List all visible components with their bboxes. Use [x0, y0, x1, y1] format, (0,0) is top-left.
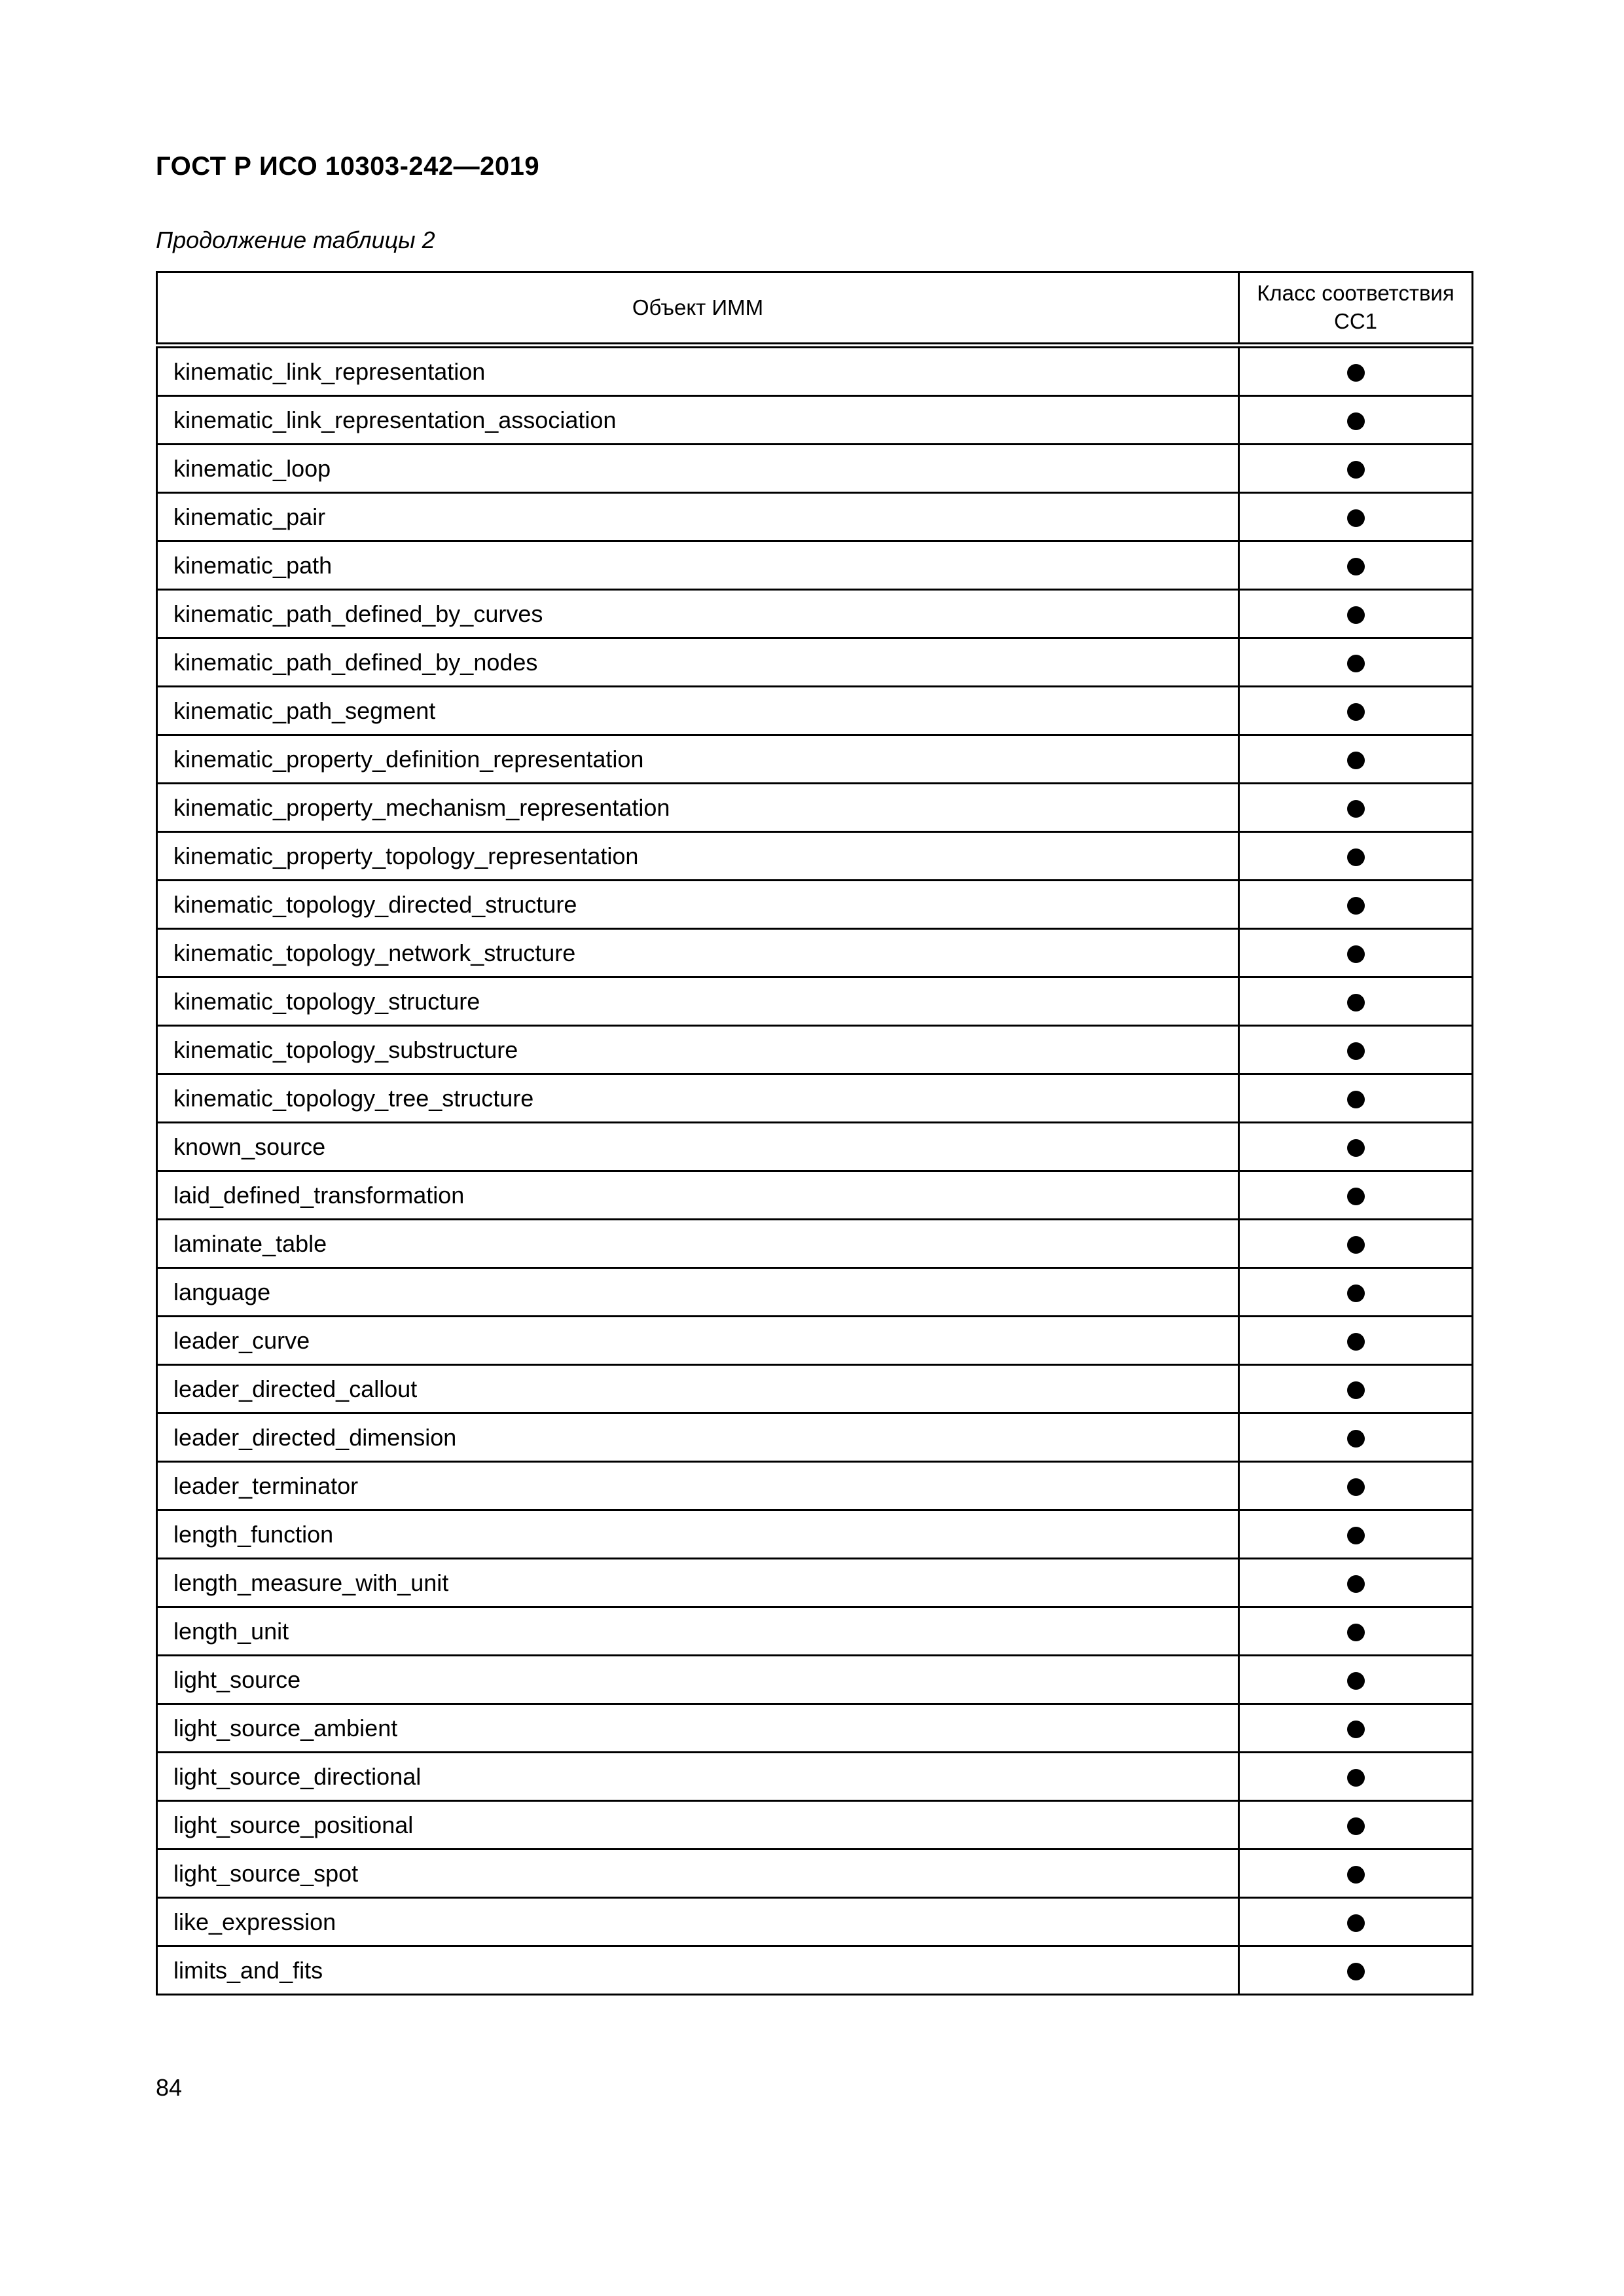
- object-name-cell: kinematic_property_definition_representation: [157, 735, 1239, 784]
- object-name-cell: length_measure_with_unit: [157, 1559, 1239, 1607]
- table-row: [157, 784, 1473, 832]
- object-name-cell: like_expression: [157, 1898, 1239, 1946]
- conformance-mark-cell: [1239, 1317, 1473, 1365]
- table-row: [157, 1656, 1473, 1704]
- column-header-object: Объект ИММ: [157, 272, 1239, 346]
- object-name-cell: laid_defined_transformation: [157, 1171, 1239, 1220]
- filled-circle-icon: [1347, 1091, 1365, 1108]
- object-name-cell: leader_directed_callout: [157, 1365, 1239, 1413]
- conformance-mark-cell: [1239, 832, 1473, 881]
- table-row: [157, 346, 1473, 396]
- conformance-mark-cell: [1239, 541, 1473, 590]
- conformance-mark-cell: [1239, 638, 1473, 687]
- filled-circle-icon: [1347, 848, 1365, 866]
- table-row: [157, 1607, 1473, 1656]
- table-row: [157, 1850, 1473, 1898]
- conformance-mark-cell: [1239, 1220, 1473, 1268]
- filled-circle-icon: [1347, 558, 1365, 575]
- filled-circle-icon: [1347, 1333, 1365, 1351]
- object-name-cell: limits_and_fits: [157, 1946, 1239, 1995]
- filled-circle-icon: [1347, 364, 1365, 382]
- table-row: [157, 832, 1473, 881]
- table-row: [157, 687, 1473, 735]
- conformance-mark-cell: [1239, 445, 1473, 493]
- object-name-cell: kinematic_topology_directed_structure: [157, 881, 1239, 929]
- object-name-cell: laminate_table: [157, 1220, 1239, 1268]
- object-name-cell: light_source: [157, 1656, 1239, 1704]
- table-row: [157, 1074, 1473, 1123]
- conformance-mark-cell: [1239, 1074, 1473, 1123]
- table-row: [157, 1559, 1473, 1607]
- conformance-mark-cell: [1239, 1656, 1473, 1704]
- table-row: [157, 1171, 1473, 1220]
- column-header-conformance-class: [1239, 272, 1473, 346]
- filled-circle-icon: [1347, 1381, 1365, 1399]
- conformance-mark-cell: [1239, 1753, 1473, 1801]
- filled-circle-icon: [1347, 1866, 1365, 1884]
- table-row: [157, 1510, 1473, 1559]
- table-row: [157, 881, 1473, 929]
- conformance-mark-cell: [1239, 1123, 1473, 1171]
- object-name-cell: kinematic_topology_structure: [157, 977, 1239, 1026]
- conformance-mark-cell: [1239, 1268, 1473, 1317]
- table-caption: Продолжение таблицы 2: [156, 227, 435, 253]
- filled-circle-icon: [1347, 1478, 1365, 1496]
- conformance-mark-cell: [1239, 396, 1473, 445]
- table-row: [157, 493, 1473, 541]
- table-row: [157, 396, 1473, 445]
- conformance-mark-cell: [1239, 735, 1473, 784]
- filled-circle-icon: [1347, 1527, 1365, 1544]
- filled-circle-icon: [1347, 1285, 1365, 1302]
- filled-circle-icon: [1347, 1139, 1365, 1157]
- filled-circle-icon: [1347, 1430, 1365, 1448]
- object-name-cell: leader_directed_dimension: [157, 1413, 1239, 1462]
- conformance-mark-cell: [1239, 1801, 1473, 1850]
- filled-circle-icon: [1347, 800, 1365, 818]
- object-name-cell: light_source_ambient: [157, 1704, 1239, 1753]
- object-name-cell: kinematic_loop: [157, 445, 1239, 493]
- object-name-cell: leader_curve: [157, 1317, 1239, 1365]
- table-row: [157, 929, 1473, 977]
- filled-circle-icon: [1347, 412, 1365, 430]
- object-name-cell: kinematic_link_representation: [157, 346, 1239, 396]
- table-row: [157, 1704, 1473, 1753]
- conformance-mark-cell: [1239, 1365, 1473, 1413]
- conformance-mark-cell: [1239, 977, 1473, 1026]
- object-name-cell: kinematic_path_defined_by_curves: [157, 590, 1239, 638]
- conformance-mark-cell: [1239, 590, 1473, 638]
- filled-circle-icon: [1347, 1817, 1365, 1835]
- conformance-mark-cell: [1239, 1413, 1473, 1462]
- table-row: [157, 735, 1473, 784]
- conformance-mark-cell: [1239, 1026, 1473, 1074]
- conformance-mark-cell: [1239, 1704, 1473, 1753]
- conformance-mark-cell: [1239, 1171, 1473, 1220]
- conformance-mark-cell: [1239, 1607, 1473, 1656]
- object-name-cell: kinematic_topology_network_structure: [157, 929, 1239, 977]
- conformance-mark-cell: [1239, 1559, 1473, 1607]
- table-row: [157, 1317, 1473, 1365]
- table-row: [157, 541, 1473, 590]
- filled-circle-icon: [1347, 606, 1365, 624]
- table-row: [157, 1898, 1473, 1946]
- table-row: [157, 1220, 1473, 1268]
- object-name-cell: light_source_positional: [157, 1801, 1239, 1850]
- page-number: 84: [156, 2074, 183, 2101]
- filled-circle-icon: [1347, 509, 1365, 527]
- filled-circle-icon: [1347, 1188, 1365, 1205]
- object-name-cell: kinematic_property_mechanism_representation: [157, 784, 1239, 832]
- conformance-table-container: [156, 271, 1471, 1995]
- table-row: [157, 1268, 1473, 1317]
- conformance-mark-cell: [1239, 346, 1473, 396]
- object-name-cell: kinematic_pair: [157, 493, 1239, 541]
- document-header: ГОСТ Р ИСО 10303-242—2019: [156, 152, 540, 181]
- column-header-conformance-class-line2: CC1: [1333, 309, 1378, 333]
- filled-circle-icon: [1347, 1914, 1365, 1932]
- conformance-mark-cell: [1239, 881, 1473, 929]
- object-name-cell: kinematic_path_segment: [157, 687, 1239, 735]
- table-row: [157, 977, 1473, 1026]
- conformance-mark-cell: [1239, 493, 1473, 541]
- object-name-cell: kinematic_topology_substructure: [157, 1026, 1239, 1074]
- filled-circle-icon: [1347, 1575, 1365, 1593]
- table-row: [157, 1462, 1473, 1510]
- object-name-cell: leader_terminator: [157, 1462, 1239, 1510]
- conformance-mark-cell: [1239, 687, 1473, 735]
- table-row: [157, 1365, 1473, 1413]
- object-name-cell: kinematic_property_topology_representation: [157, 832, 1239, 881]
- object-name-cell: light_source_spot: [157, 1850, 1239, 1898]
- table-row: [157, 1026, 1473, 1074]
- filled-circle-icon: [1347, 1769, 1365, 1787]
- filled-circle-icon: [1347, 945, 1365, 963]
- object-name-cell: kinematic_topology_tree_structure: [157, 1074, 1239, 1123]
- conformance-mark-cell: [1239, 1850, 1473, 1898]
- object-name-cell: kinematic_link_representation_association: [157, 396, 1239, 445]
- filled-circle-icon: [1347, 897, 1365, 915]
- conformance-mark-cell: [1239, 929, 1473, 977]
- table-row: [157, 1753, 1473, 1801]
- table-row: [157, 1123, 1473, 1171]
- table-row: [157, 1801, 1473, 1850]
- object-name-cell: language: [157, 1268, 1239, 1317]
- conformance-mark-cell: [1239, 1462, 1473, 1510]
- table-row: [157, 1413, 1473, 1462]
- object-name-cell: kinematic_path_defined_by_nodes: [157, 638, 1239, 687]
- table-row: [157, 445, 1473, 493]
- conformance-table: [156, 271, 1473, 1995]
- table-row: [157, 590, 1473, 638]
- filled-circle-icon: [1347, 1624, 1365, 1641]
- column-header-conformance-class-line1: Класс соответствия: [1257, 281, 1454, 306]
- conformance-mark-cell: [1239, 1898, 1473, 1946]
- table-row: [157, 638, 1473, 687]
- filled-circle-icon: [1347, 1963, 1365, 1980]
- filled-circle-icon: [1347, 461, 1365, 479]
- object-name-cell: kinematic_path: [157, 541, 1239, 590]
- object-name-cell: light_source_directional: [157, 1753, 1239, 1801]
- filled-circle-icon: [1347, 655, 1365, 672]
- conformance-mark-cell: [1239, 1946, 1473, 1995]
- object-name-cell: length_function: [157, 1510, 1239, 1559]
- filled-circle-icon: [1347, 1721, 1365, 1738]
- filled-circle-icon: [1347, 994, 1365, 1011]
- object-name-cell: known_source: [157, 1123, 1239, 1171]
- conformance-mark-cell: [1239, 1510, 1473, 1559]
- filled-circle-icon: [1347, 1042, 1365, 1060]
- conformance-mark-cell: [1239, 784, 1473, 832]
- table-header-row: [157, 272, 1473, 346]
- filled-circle-icon: [1347, 703, 1365, 721]
- table-body: [157, 346, 1473, 1995]
- table-row: [157, 1946, 1473, 1995]
- filled-circle-icon: [1347, 1236, 1365, 1254]
- filled-circle-icon: [1347, 1672, 1365, 1690]
- object-name-cell: length_unit: [157, 1607, 1239, 1656]
- filled-circle-icon: [1347, 752, 1365, 769]
